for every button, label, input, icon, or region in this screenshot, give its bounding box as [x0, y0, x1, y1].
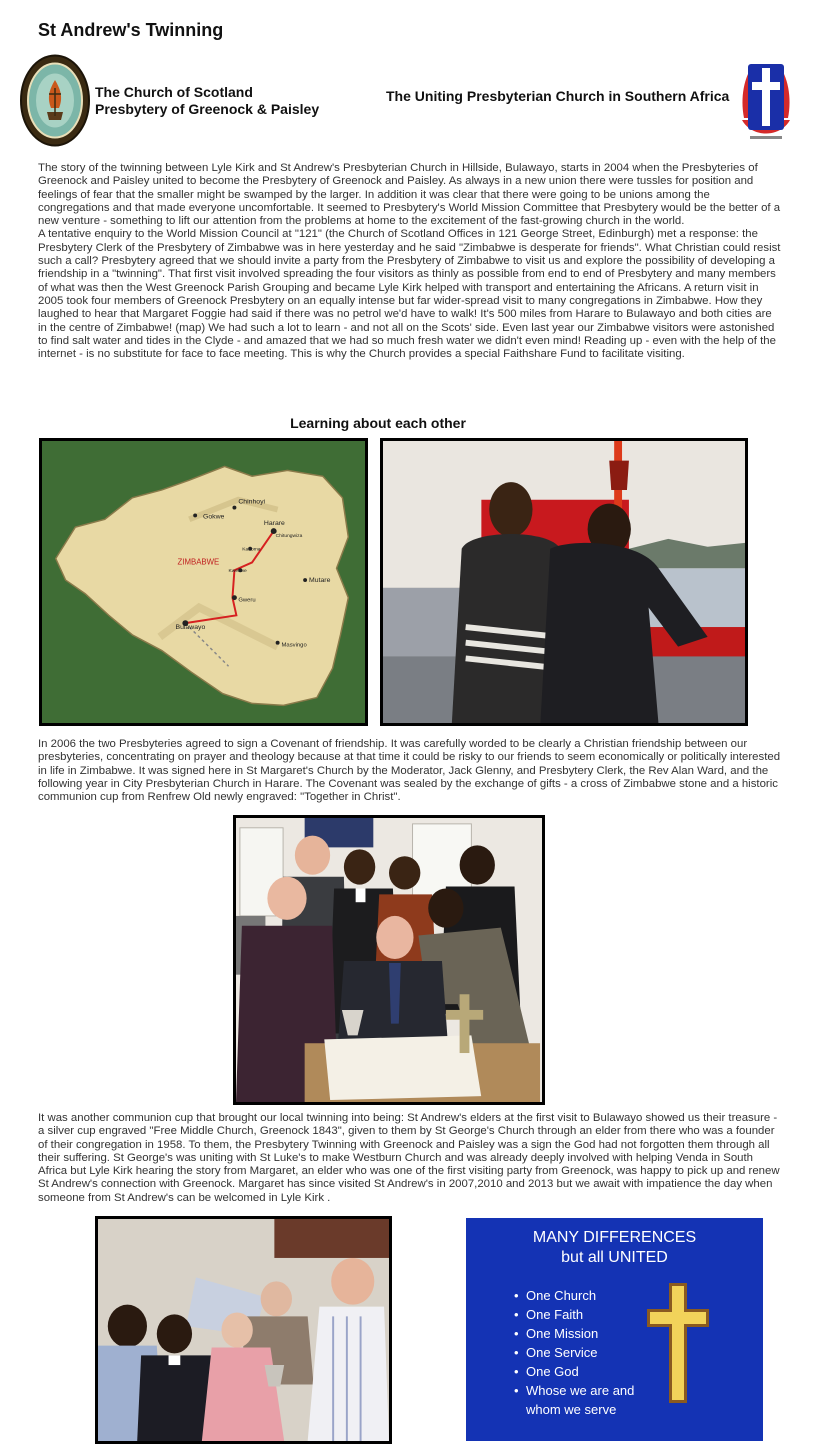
poster-list — [514, 1286, 634, 1419]
poster-item-one-god: • One God — [514, 1362, 634, 1381]
gold-cross-icon — [647, 1283, 709, 1403]
poster-title-line1: MANY DIFFERENCES — [532, 1229, 697, 1246]
communion-cup-paragraph: It was another communion cup that brought our local twinning into being: St Andrew's elders at the first visit to Bulawayo showed us their treasure - a silver cup engraved "Free Middle Church, Greenock 1843", given to them by St George's Church through an elder from there who was a founder of their congregation in 1958. To them, the Presbytery Twinning with Greenock and Paisley was a sign the God had not forgotten them through all their suffering. St George's was uniting with St Luke's to make Westburn Church and was already deeply involved with helping Venda in South Africa but Lyle Kirk hearing the story from Margaret, an elder who was one of the first visiting party from Greenock, was happy to pick up and renew St Andrew's connection with Greenock. Margaret has since visited St Andrew's in 2007,2010 and 2013 but we await with impatience the day when someone from St Andrew's can be welcomed in Lyle Kirk . — [38, 1112, 780, 1204]
map-city-mutare: Mutare — [309, 577, 331, 584]
map-country-label: ZIMBABWE — [177, 557, 220, 567]
covenant-paragraph: In 2006 the two Presbyteries agreed to sign a Covenant of friendship. It was carefully worded to be clearly a Christian friendship between our presbyteries, concentrating on prayer and theology because at that time it could be risky to our friends to seem economically or politically interested in life in Zimbabwe. It was signed here in St Margaret's Church by the Moderator, Jack Glenny, and Presbytery Clerk, the Rev Alan Ward, and the following year in City Presbyterian Church in Harare. The Covenant was sealed by the exchange of gifts - a cross of Zimbabwe stone and a historic communion cup from Renfrew Old newly engraved: "Together in Christ". — [38, 738, 781, 804]
poster-title-line2: but all UNITED — [561, 1249, 668, 1266]
zimbabwe-map-image — [39, 438, 368, 726]
ferry-visitors-photo — [380, 438, 748, 726]
enquiry-paragraph: A tentative enquiry to the World Mission Council at "121" (the Church of Scotland Offices in 121 George Street, Edinburgh) met a response: the Presbytery Clerk of the Presbytery of Zimbabwe was in here yesterday and he said "Zimbabwe is desperate for friends". What Christian could resist such a call? Presbytery agreed that we should invite a party from the Presbytery of Zimbabwe to visit us and explore the possibility of developing a friendship in a "twinning". That first visit involved spreading the four visitors as thinly as possible from end to end of Presbytery and many members of what was then the West Greenock Parish Grouping and became Lyle Kirk helped with transport and entertaining the Africans. A return visit in 2005 took four members of Greenock Presbytery on an equally intense but far wider-spread visit to many congregations in Zimbabwe. How they laughed to hear that Margaret Foggie had said if there was no petrol we'd have to walk! It's 500 miles from Harare to Bulawayo and both cities are in the centre of Zimbabwe! (map) We had such a lot to learn - and not all on the Scots' side. Even last year our Zimbabwe visitors were astonished to find salt water and tides in the Clyde - and amazed that we had so much fresh water we didn't even mind! Reading up - even with the help of the internet - is no substitute for face to face meeting. This is why the Church provides a special Faithshare Fund to facilitate visiting. — [38, 228, 781, 361]
map-city-kwekwe: Kwekwe — [228, 569, 247, 575]
map-city-bulawayo: Bulawayo — [175, 624, 206, 631]
poster-item-whose-we-are: • Whose we are and whom we serve — [514, 1381, 634, 1419]
upcsa-heading: The Uniting Presbyterian Church in Southern Africa — [386, 88, 730, 104]
poster-item-one-mission: • One Mission — [514, 1324, 634, 1343]
map-city-gokwe: Gokwe — [203, 513, 225, 521]
poster-item-one-faith: • One Faith — [514, 1305, 634, 1324]
communion-cup-photo — [95, 1216, 392, 1444]
header-left-line2: Presbytery of Greenock & Paisley — [95, 101, 320, 117]
map-city-harare: Harare — [263, 520, 285, 528]
poster-item-one-service: • One Service — [514, 1343, 634, 1362]
map-city-gweru: Gweru — [238, 597, 256, 604]
church-of-scotland-heading — [95, 84, 319, 118]
upcsa-cross-logo-icon — [738, 58, 794, 144]
map-city-chinhoyi: Chinhoyi — [238, 498, 266, 506]
church-of-scotland-seal-icon — [19, 54, 91, 147]
map-city-masvingo: Masvingo — [281, 642, 307, 649]
poster-title — [466, 1228, 763, 1268]
map-city-kadoma: Kadoma — [242, 547, 261, 553]
map-city-chitungwiza: Chitungwiza — [275, 533, 303, 539]
covenant-signing-photo — [233, 815, 545, 1105]
poster-item-one-church: • One Church — [514, 1286, 634, 1305]
many-differences-poster — [466, 1218, 763, 1441]
page-title: St Andrew's Twinning — [38, 20, 224, 40]
header-left-line1: The Church of Scotland — [95, 84, 253, 100]
intro-paragraph: The story of the twinning between Lyle Kirk and St Andrew's Presbyterian Church in Hillside, Bulawayo, starts in 2004 when the Presbyteries of Greenock and Paisley united to become the Presbytery of Greenock and Paisley. As always in a new union there were tussles for position and feelings of fear that the smaller might be swamped by the larger. In addition it was clear that there were going to be unions among the congregations and that made everyone uncomfortable. It seemed to Presbytery's World Mission Committee that Presbytery would be the better of a new venture - something to lift our attention from the problems at home to the excitement of the fast-growing church in the world. — [38, 162, 781, 228]
section-heading: Learning about each other — [290, 415, 466, 431]
